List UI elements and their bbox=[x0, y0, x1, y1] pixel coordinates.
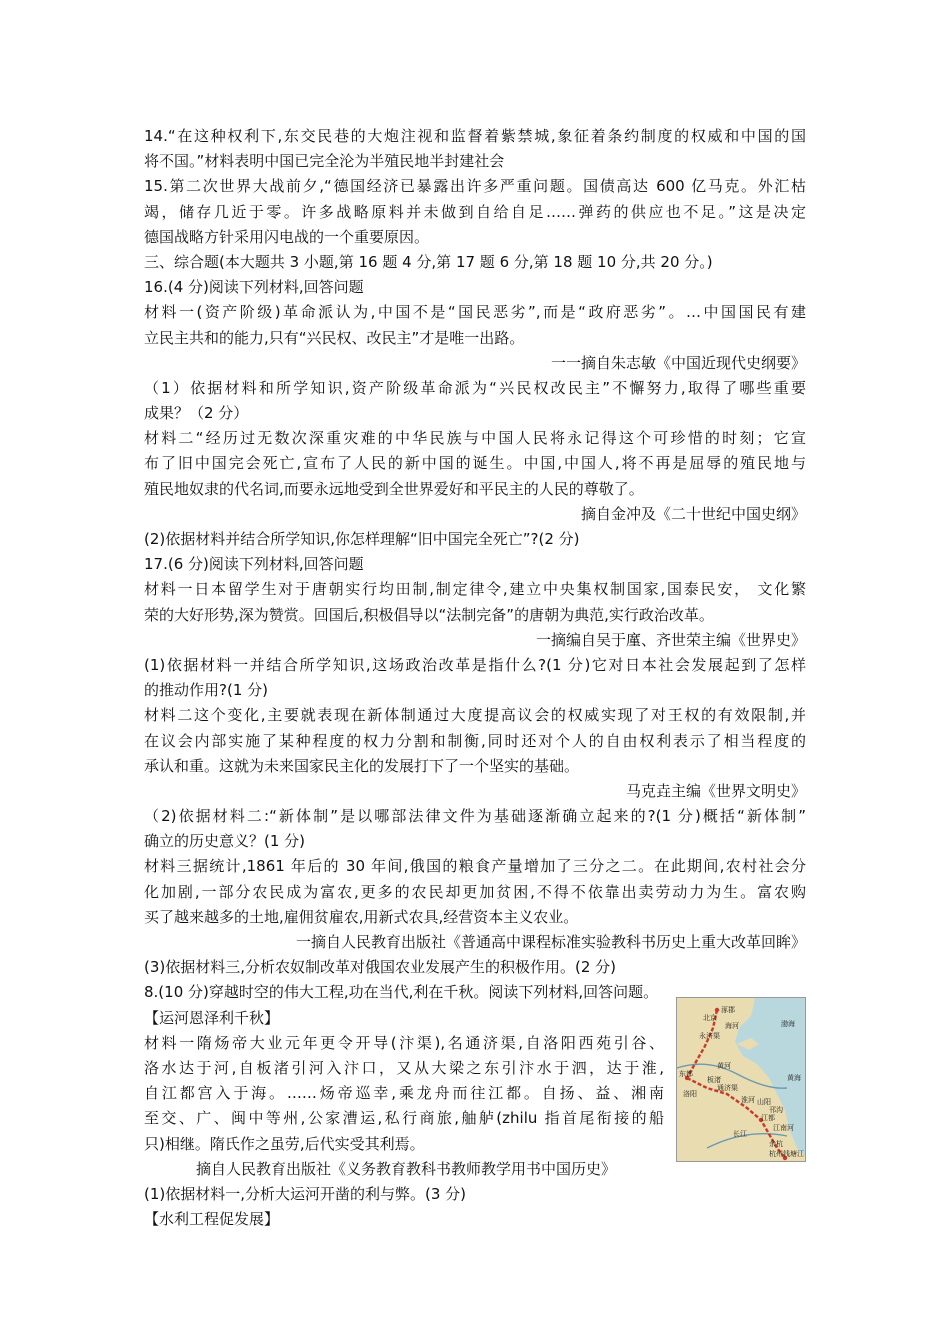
map-label: 海河 bbox=[725, 1022, 739, 1030]
text-line: 洛水达于河,自板渚引河入汴口，又从大梁之东引汴水于泗，达于淮, bbox=[144, 1058, 664, 1077]
map-label: 江都 bbox=[761, 1114, 775, 1122]
text-line: 确立的历史意义？(1 分) bbox=[144, 832, 306, 851]
document-page bbox=[144, 124, 806, 1232]
map-label: 东都 bbox=[679, 1070, 693, 1078]
text-line: 化加剧,一部分农民成为富农,更多的农民却更加贫困,不得不依靠出卖劳动力为生。富农购 bbox=[144, 882, 806, 901]
source-citation: 一摘自人民教育出版社《普通高中课程标准实验教科书历史上重大改革回眸》 bbox=[295, 933, 806, 951]
text-line: （2)依据材料二:“新体制”是以哪部法律文件为基础逐渐确立起来的?(1 分)概括“新体制” bbox=[144, 807, 806, 826]
question-heading: 16.(4 分)阅读下列材料,回答问题 bbox=[144, 278, 364, 297]
text-line: 材料二“经历过无数次深重灾难的中华民族与中国人民将永记得这个可珍惜的时刻；它宣 bbox=[144, 429, 806, 448]
map-label: 黄海 bbox=[787, 1074, 801, 1082]
text-line: 在议会内部实施了某种程度的权力分割和制衡,同时还对个人的自由权利表示了相当程度的 bbox=[144, 731, 806, 750]
source-citation: 摘自人民教育出版社《义务教育教科书教师教学用书中国历史》 bbox=[196, 1159, 617, 1178]
text-line: (1)依据材料一并结合所学知识,这场政治改革是指什么?(1 分)它对日本社会发展起到了怎样 bbox=[144, 655, 806, 674]
text-line: 成果？（2 分） bbox=[144, 404, 249, 423]
text-line: 至交、广、闽中等州,公家漕运,私行商旅,舳舻(zhilu 指首尾衔接的船 bbox=[144, 1109, 664, 1128]
text-line: 自江都宫入于海。……炀帝巡幸,乘龙舟而往江都。自扬、益、湘南 bbox=[144, 1084, 664, 1103]
text-line: 荣的大好形势,深为赞赏。回国后,积极倡导以“法制完备”的唐朝为典范,实行政治改革。 bbox=[144, 605, 714, 624]
source-citation: 一一摘自朱志敏《中国近现代史纲要》 bbox=[550, 353, 806, 372]
text-line: 只)相继。隋氏作之虽劳,后代实受其利焉。 bbox=[144, 1134, 425, 1153]
map-label: 长江 bbox=[733, 1130, 747, 1138]
text-line: 材料一(资产阶级)革命派认为,中国不是“国民恶劣”,而是“政府恶劣”。…中国国民有建 bbox=[144, 303, 806, 322]
text-line: 15.第二次世界大战前夕,“德国经济已暴露出许多严重问题。国债高达 600 亿马克。外汇枯 bbox=[144, 177, 806, 196]
map-label: 板渚 bbox=[707, 1076, 721, 1084]
subsection-heading: 【水利工程促发展】 bbox=[144, 1210, 280, 1229]
map-label: 黄河 bbox=[717, 1062, 731, 1070]
map-label: 涿郡 bbox=[721, 1006, 735, 1014]
text-line: (3)依据材料三,分析农奴制改革对俄国农业发展产生的积极作用。(2 分) bbox=[144, 958, 617, 977]
text-line: 14.“在这种权利下,东交民巷的大炮注视和监督着紫禁城,象征着条约制度的权威和中国的国 bbox=[144, 127, 806, 145]
map-label: 洛阳 bbox=[683, 1090, 697, 1098]
map-label: 余杭 bbox=[769, 1140, 783, 1148]
text-line: 德国战略方针采用闪电战的一个重要原因。 bbox=[144, 227, 430, 246]
text-line: 的推动作用?(1 分) bbox=[144, 681, 268, 700]
text-line: 材料二这个变化,主要就表现在新体制通过大度提高议会的权威实现了对王权的有效限制,并 bbox=[144, 706, 806, 725]
text-line: 材料一隋炀帝大业元年更令开导(汴渠),名通济渠,自洛阳西苑引谷、 bbox=[144, 1033, 664, 1052]
section-heading: 三、综合题(本大题共 3 小题,第 16 题 4 分,第 17 题 6 分,第 18 题 10 分,共 20 分。) bbox=[144, 252, 713, 271]
source-citation: 一摘编自吴于廑、齐世荣主编《世界史》 bbox=[535, 630, 806, 649]
source-citation: 摘自金冲及《二十世纪中国史纲》 bbox=[580, 504, 806, 523]
map-label: 渤海 bbox=[781, 1020, 795, 1028]
text-line: (2)依据材料并结合所学知识,你怎样理解“旧中国完全死亡”?(2 分) bbox=[144, 530, 580, 548]
text-line: (1)依据材料一,分析大运河开凿的利与弊。(3 分) bbox=[144, 1184, 467, 1203]
map-label: 钱塘江 bbox=[783, 1150, 804, 1158]
text-line: 买了越来越多的土地,雇佣贫雇农,用新式农具,经营资本主义农业。 bbox=[144, 907, 579, 926]
map-label: 杭州 bbox=[769, 1150, 783, 1158]
question-heading: 17.(6 分)阅读下列材料,回答问题 bbox=[144, 555, 364, 574]
map-label: 永济渠 bbox=[699, 1032, 720, 1040]
text-line: 承认和重。这就为未来国家民主化的发展打下了一个坚实的基础。 bbox=[144, 756, 580, 775]
text-line: 殖民地奴隶的代名词,而要永远地受到全世界爱好和平民主的人民的尊敬了。 bbox=[144, 479, 644, 498]
map-label: 北京 bbox=[703, 1014, 717, 1022]
text-line: 竭，储存几近于零。许多战略原料并未做到自给自足……弹药的供应也不足。”这是决定 bbox=[144, 202, 806, 221]
map-label: 淮河 bbox=[741, 1096, 755, 1104]
map-label: 通济渠 bbox=[717, 1084, 738, 1092]
map-label: 江南河 bbox=[773, 1124, 794, 1132]
text-line: 将不国。”材料表明中国已完全沦为半殖民地半封建社会 bbox=[144, 152, 505, 171]
text-line: 立民主共和的能力,只有“兴民权、改民主”才是唯一出路。 bbox=[144, 328, 525, 347]
subsection-heading: 【运河恩泽利千秋】 bbox=[144, 1008, 280, 1027]
text-line: 材料一日本留学生对于唐朝实行均田制,制定律令,建立中央集权制国家,国泰民安， 文化繁 bbox=[144, 580, 806, 599]
source-citation: 马克垚主编《世界文明史》 bbox=[625, 781, 806, 800]
text-line: 布了旧中国完会死亡,宣布了人民的新中国的诞生。中国,中国人,将不再是屈辱的殖民地与 bbox=[144, 454, 806, 473]
text-line: （1）依据材料和所学知识,资产阶级革命派为“兴民权改民主”不懈努力,取得了哪些重要 bbox=[144, 378, 806, 397]
question-heading: 8.(10 分)穿越时空的伟大工程,功在当代,利在千秋。阅读下列材料,回答问题。 bbox=[144, 983, 659, 1002]
grand-canal-map bbox=[676, 997, 806, 1162]
map-label: 山阳 bbox=[757, 1098, 771, 1106]
map-label: 邗沟 bbox=[769, 1106, 783, 1114]
text-line: 材料三据统计,1861 年后的 30 年间,俄国的粮食产量增加了三分之二。在此期间,农村社会分 bbox=[144, 857, 806, 876]
